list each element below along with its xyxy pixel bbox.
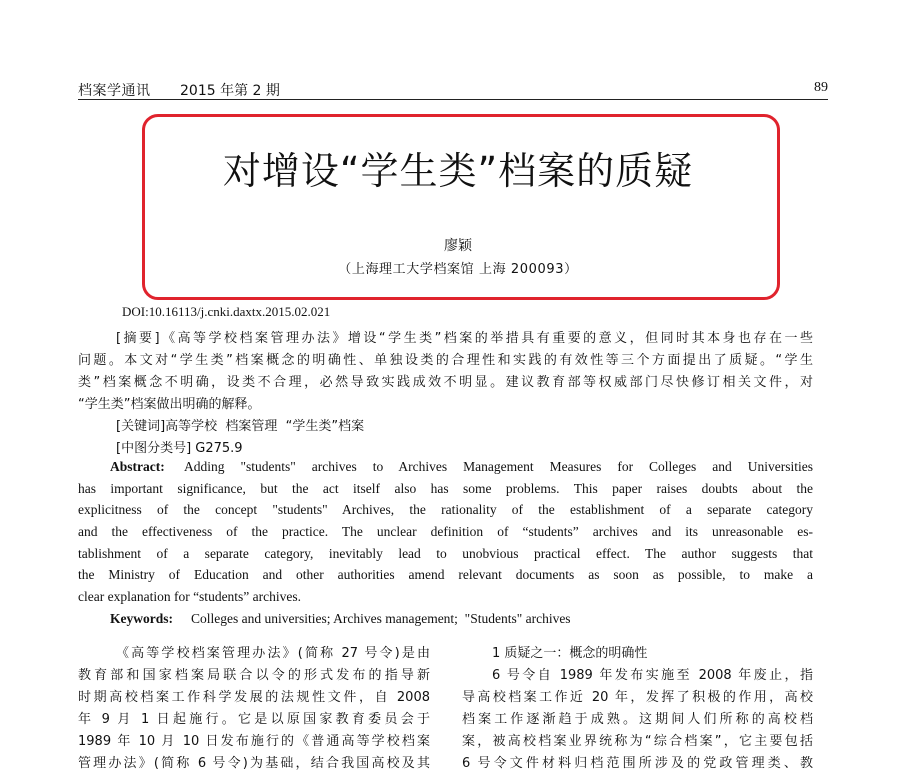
author-name: 廖颖 <box>444 238 472 254</box>
body-right-line: 档案工作逐渐趋于成熟。这期间人们所称的高校档 <box>462 712 813 727</box>
body-left-line: 1989 年 10 月 10 日发布施行的《普通高等学校档案 <box>78 734 430 749</box>
abstract-cn-line: “学生类”档案做出明确的解释。 <box>78 397 261 412</box>
body-right-line: 6 号令文件材料归档范围所涉及的党政管理类、教 <box>462 756 813 771</box>
abstract-cn-line: 类”档案概念不明确，设类不合理，必然导致实践成效不明显。建议教育部等权威部门尽快修订相关文件，对 <box>78 375 813 390</box>
abstract-en-label: Abstract: <box>110 459 165 474</box>
abstract-en-line: Adding "students" archives to Archives Management Measures for Colleges and Universities <box>184 459 813 474</box>
doi: DOI:10.16113/j.cnki.daxtx.2015.02.021 <box>122 304 331 319</box>
body-left-line: 管理办法》(简称 6 号令)为基础，结合我国高校及其 <box>78 756 430 771</box>
keywords-en: Colleges and universities; Archives management; "Students" archives <box>191 611 571 626</box>
abstract-en-line: explicitness of the concept "students" Archives, the rationality of the establishment of a separate category <box>78 502 813 517</box>
abstract-en-line: tablishment of a separate category, inevitably lead to unobvious practical effect. The author suggests that <box>78 546 813 561</box>
abstract-en-line: clear explanation for “students” archives. <box>78 589 302 604</box>
page-number: 89 <box>814 80 828 95</box>
body-left-line: 教育部和国家档案局联合以令的形式发布的指导新 <box>78 668 430 683</box>
author-affiliation: （上海理工大学档案馆 上海 200093） <box>338 262 578 277</box>
abstract-en-line: and the effectiveness of the practice. The unclear definition of “students” archives and its unreasonable es- <box>78 524 813 539</box>
body-right-line: 6 号令自 1989 年发布实施至 2008 年废止，指 <box>492 668 813 683</box>
classification-number: [中图分类号] G275.9 <box>116 441 243 456</box>
header-rule <box>78 99 828 100</box>
body-right-line: 导高校档案工作近 20 年，发挥了积极的作用，高校 <box>462 690 813 705</box>
section-heading: 1 质疑之一：概念的明确性 <box>492 646 648 661</box>
abstract-cn-line: 问题。本文对“学生类”档案概念的明确性、单独设类的合理性和实践的有效性等三个方面提出了质疑。“学生 <box>78 353 813 368</box>
body-right-line: 案，被高校档案业界统称为“综合档案”，它主要包括 <box>462 734 813 749</box>
article-title: 对增设“学生类”档案的质疑 <box>222 149 694 193</box>
body-left-line: 年 9 月 1 日起施行。它是以原国家教育委员会于 <box>78 712 430 727</box>
body-left-line: 时期高校档案工作科学发展的法规性文件，自 2008 <box>78 690 430 705</box>
issue-label: 2015 年第 2 期 <box>180 83 280 99</box>
body-left-line: 《高等学校档案管理办法》(简称 27 号令)是由 <box>116 646 430 661</box>
journal-name: 档案学通讯 <box>78 83 151 99</box>
abstract-en-line: the Ministry of Education and other authorities amend relevant documents as soon as possible, to make a <box>78 567 813 582</box>
keywords-cn: [关键词]高等学校 档案管理 “学生类”档案 <box>116 419 365 434</box>
abstract-cn-line: [摘要]《高等学校档案管理办法》增设“学生类”档案的举措具有重要的意义，但同时其本身也存在一些 <box>116 331 813 346</box>
keywords-en-label: Keywords: <box>110 611 173 626</box>
abstract-en-line: has important significance, but the act itself also has some problems. This paper raises doubts about the <box>78 481 813 496</box>
